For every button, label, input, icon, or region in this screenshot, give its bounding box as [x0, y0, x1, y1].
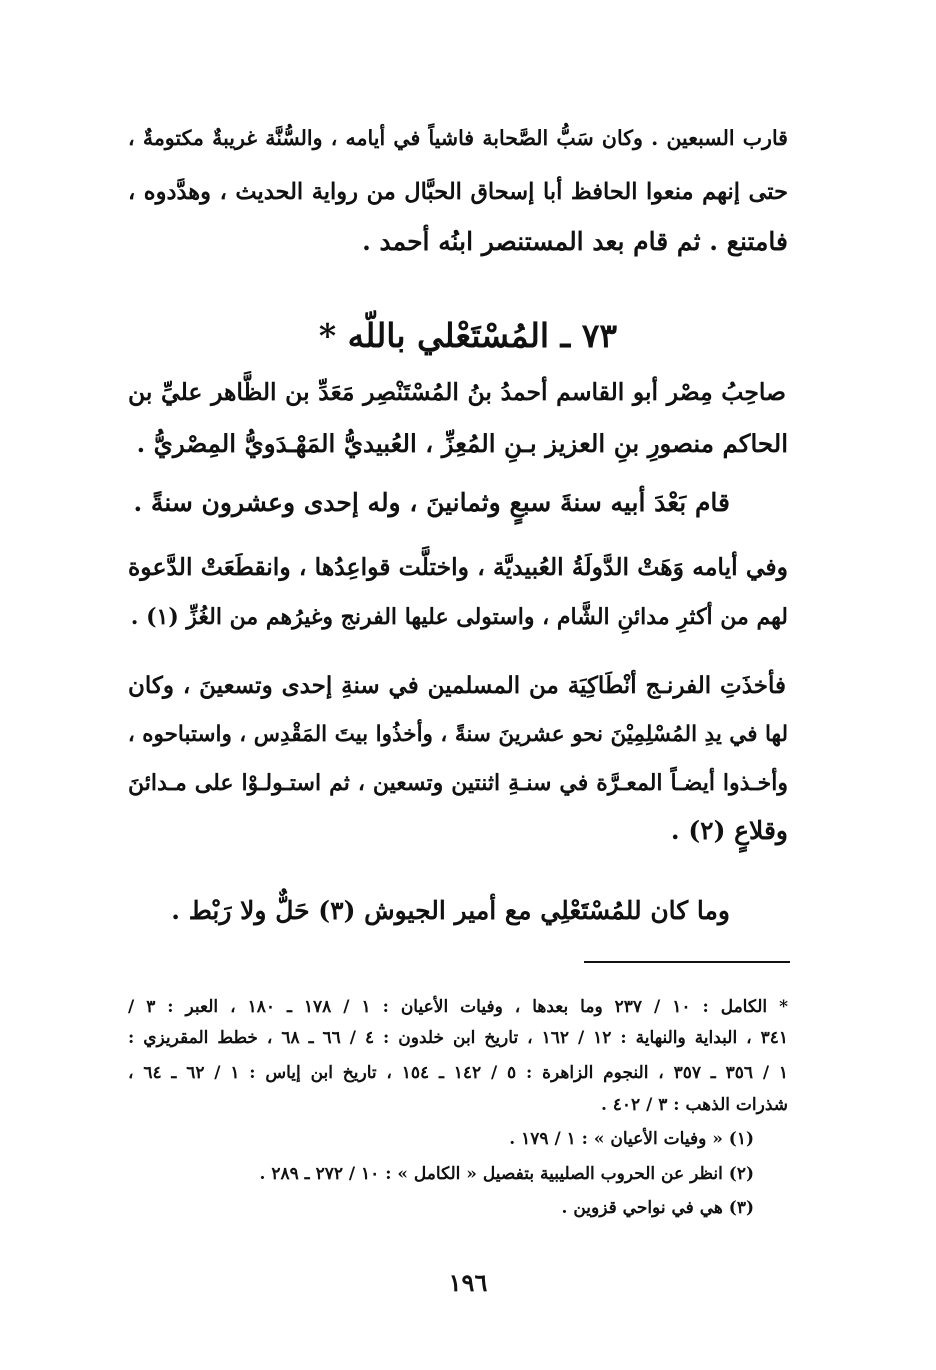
intro-line: فامتنع . ثم قام بعد المستنصر ابنُه أحمد . [362, 227, 788, 256]
footnote-line: * الكامل : ١٠ / ٢٣٧ وما بعدها ، وفيات الأعيان : ١ / ١٧٨ ـ ١٨٠ ، العبر : ٣ / [128, 997, 789, 1017]
body-line: الحاكم منصورِ بنِ العزيز بـنِ المُعِزِّ ، العُبيديُّ المَهْـدَويُّ المِصْريُّ . [136, 429, 788, 458]
intro-line: حتى إنهم منعوا الحافظ أبا إسحاق الحبَّال من رواية الحديث ، وهدَّدوه ، [128, 179, 788, 205]
body-line: لهم من أكثرِ مدائنِ الشَّام ، واستولى عليها الفرنج وغيرُهم من الغُزِّ (١) . [130, 604, 788, 630]
body-line: فأخذَتِ الفرنـج أنْطَاكِيَة من المسلمين في سنةِ إحدى وتسعينَ ، وكان [128, 672, 786, 699]
footnote-line: شذرات الذهب : ٣ / ٤٠٢ . [600, 1095, 788, 1115]
body-line: وما كان للمُسْتَعْلِي مع أمير الجيوش (٣) حَلٌّ ولا رَبْط . [171, 896, 730, 925]
intro-line: قارب السبعين . وكان سَبُّ الصَّحابة فاشياً في أيامه ، والسُّنَّة غريبةٌ مكتومةٌ ، [128, 126, 788, 150]
section-heading: ٧٣ ـ المُسْتَعْلي باللّه * [318, 316, 618, 355]
footnote-separator [584, 961, 790, 963]
body-line: لها في يدِ المُسْلِمِيْنَ نحو عشرينَ سنةً ، وأخذُوا بيتَ المَقْدِس ، واستباحوه ، [127, 722, 788, 747]
body-line: صاحِبُ مِصْر أبو القاسم أحمدُ بنُ المُسْتَنْصِر مَعَدِّ بن الظَّاهر عليِّ بن [128, 378, 786, 406]
footnote-line: (٣) هي في نواحي قزوين . [561, 1198, 754, 1218]
body-line: قام بَعْدَ أبيه سنةَ سبعٍ وثمانينَ ، وله إحدى وعشرون سنةً . [133, 488, 730, 517]
body-line: وفي أيامه وَهَتْ الدَّولَةُ العُبيديَّة ، واختلَّت قواعِدُها ، وانقطَعَتْ الدَّعوة [128, 553, 788, 581]
body-line: وقلاعٍ (٢) . [670, 816, 788, 845]
page-number: ١٩٦ [448, 1268, 488, 1297]
body-line: وأخـذوا أيضـاً المعـرَّة في سنـةِ اثنتين وتسعين ، ثم استـولـوْا على مـدائنَ [128, 770, 788, 796]
footnote-line: ٣٤١ ، البداية والنهاية : ١٢ / ١٦٢ ، تاريخ ابن خلدون : ٤ / ٦٦ ـ ٦٨ ، خطط المقريزي : [128, 1028, 789, 1048]
footnote-line: (٢) انظر عن الحروب الصليبية بتفصيل « الكامل » : ١٠ / ٢٧٢ ـ ٢٨٩ . [259, 1164, 754, 1184]
footnote-line: (١) « وفيات الأعيان » : ١ / ١٧٩ . [509, 1129, 754, 1149]
footnote-line: ١ / ٣٥٦ ـ ٣٥٧ ، النجوم الزاهرة : ٥ / ١٤٢ ـ ١٥٤ ، تاريخ ابن إياس : ١ / ٦٢ ـ ٦٤ ، [128, 1063, 788, 1083]
